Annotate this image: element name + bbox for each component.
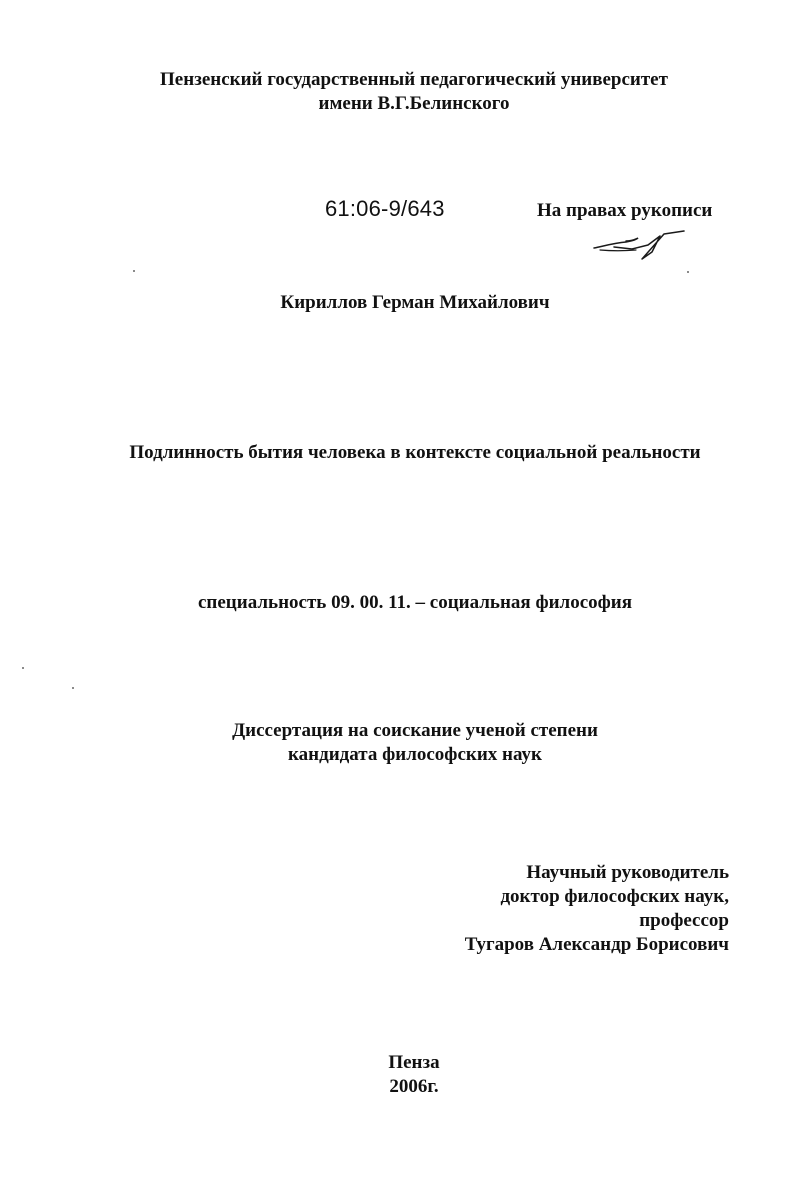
university-name: Пензенский государственный педагогический университет [160,69,668,90]
year: 2006г. [389,1076,439,1097]
degree-line-2: кандидата философских наук [288,744,542,765]
supervisor-role: Научный руководитель [526,862,729,883]
supervisor-name: Тугаров Александр Борисович [464,934,729,955]
author-name: Кириллов Герман Михайлович [280,292,550,313]
supervisor-degree: доктор философских наук, [500,886,729,907]
dissertation-title: Подлинность бытия человека в контексте социальной реальности [129,442,701,463]
degree-line-1: Диссертация на соискание ученой степени [232,720,598,741]
scan-speck [22,667,24,669]
scan-speck [687,271,689,273]
scan-speck [72,687,74,689]
library-code: 61:06-9/643 [325,196,445,221]
rights-note: На правах рукописи [537,200,713,221]
university-name-dedication: имени В.Г.Белинского [318,93,510,114]
supervisor-title: профессор [639,910,729,931]
scan-speck [133,270,135,272]
signature [592,226,690,266]
specialty: специальность 09. 00. 11. – социальная философия [197,592,633,613]
city: Пенза [388,1052,440,1073]
